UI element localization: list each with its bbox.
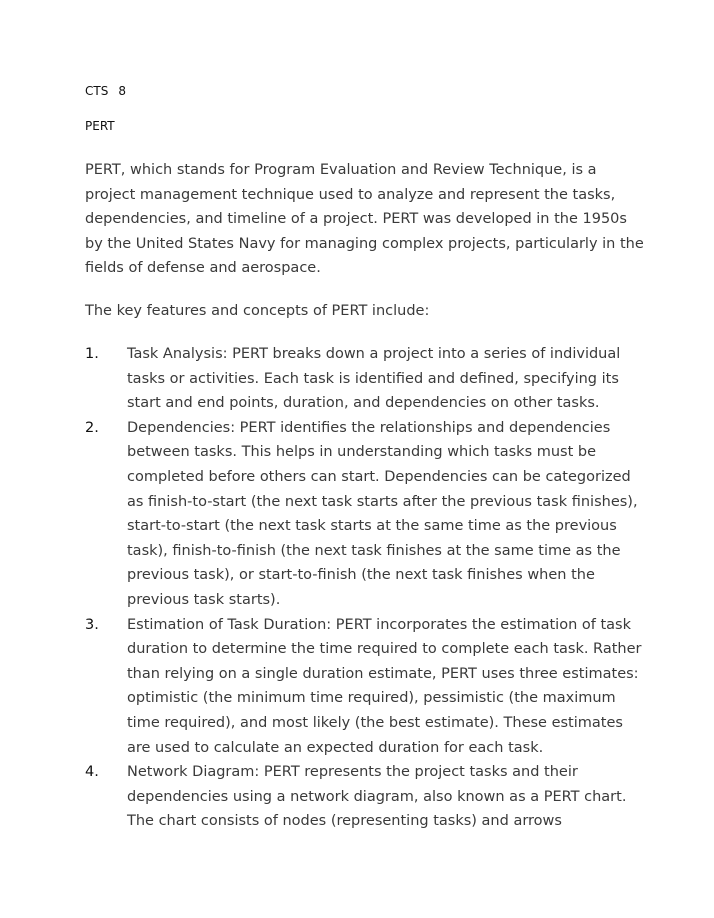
list-item [85,760,645,834]
list-marker: 4. [85,764,99,781]
list-item-text: Dependencies: PERT identifies the relationships and dependencies between tasks. This helps in understanding which tasks must be completed before others can start. Dependencies can be categorized as finish-to-start (the next task starts after the previous task finishes), start-to-start (the next task starts at the same time as the previous task), finish-to-finish (the next task finishes at the same time as the previous task), or start-to-finish (the next task finishes when the previous task starts). [127,419,638,608]
features-lead: The key features and concepts of PERT include: [85,303,430,319]
list-marker: 1. [85,346,99,362]
subject-line: PERT [85,119,115,133]
list-item-text: Estimation of Task Duration: PERT incorporates the estimation of task duration to determine the time required to complete each task. Rather than relying on a single duration estimate, PERT uses three estimates: optimistic (the minimum time required), pessimistic (the maximum time required), and most likely (the best estimate). These estimates are used to calculate an expected duration for each task. [127,616,642,756]
list-item [85,416,645,613]
list-marker: 2. [85,419,99,436]
course-number: 8 [118,84,126,98]
list-item [85,342,645,416]
course-line [85,83,126,99]
list-marker: 3. [85,616,99,633]
list-item-text: Network Diagram: PERT represents the project tasks and their dependencies using a network diagram, also known as a PERT chart. The chart consists of nodes (representing tasks) and arrows [127,764,627,830]
course-code: CTS [85,84,109,98]
list-item [85,613,645,761]
list-item-text: Task Analysis: PERT breaks down a project into a series of individual tasks or activities. Each task is identified and defined, specifying its start and end points, duration, and dependencies on other tasks. [127,346,621,412]
features-list [85,342,645,834]
intro-paragraph: PERT, which stands for Program Evaluation and Review Technique, is a project management technique used to analyze and represent the tasks, dependencies, and timeline of a project. PERT was developed in the 1950s by the United States Navy for managing complex projects, particularly in the fields of defense and aerospace. [85,162,644,277]
